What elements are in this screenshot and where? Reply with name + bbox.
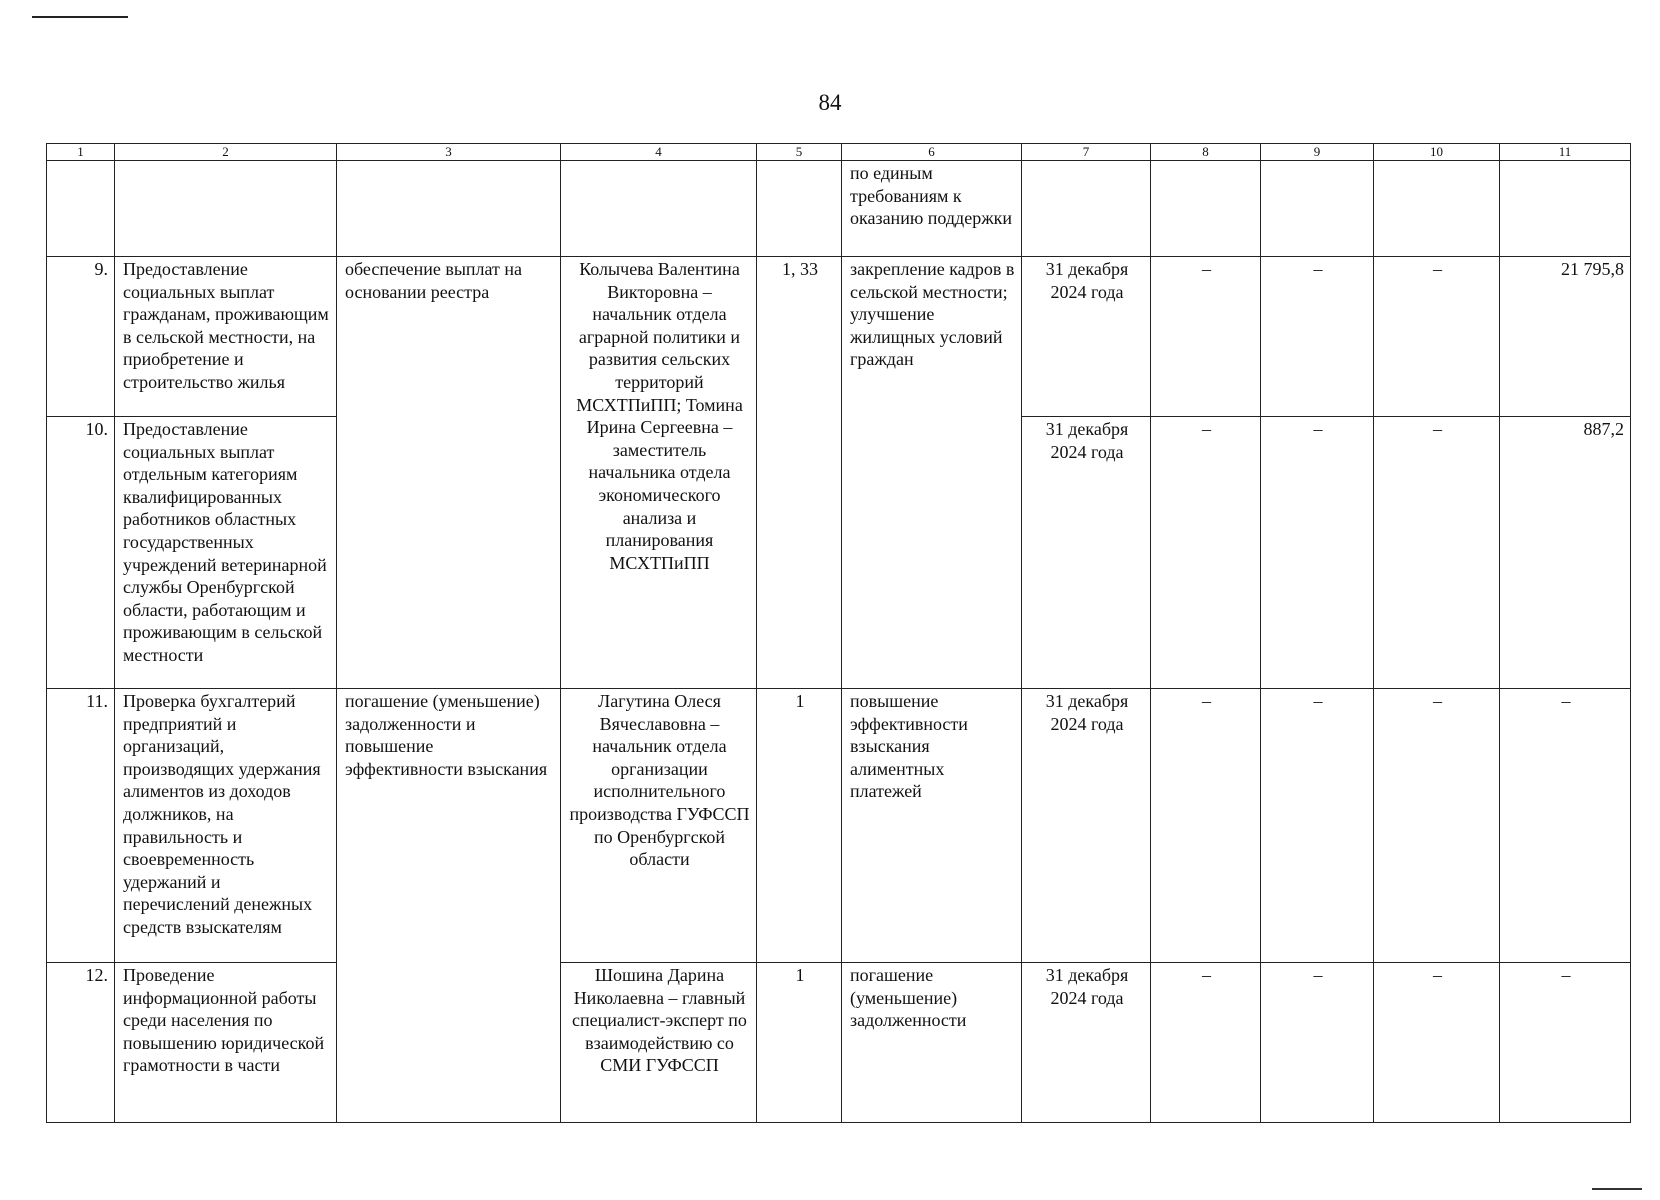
row-number: 11. [47,689,115,963]
value-col8: – [1151,689,1261,963]
page-number: 84 [818,90,842,115]
column-header-2: 2 [115,144,337,161]
value-col11: 21 795,8 [1500,257,1631,417]
indicator-link: 1, 33 [757,257,842,689]
value-col9: – [1261,689,1374,963]
responsible-person: Колычева Валентина Викторовна – начальник отдела аграрной политики и развития сельских территорий МСХТПиПП; Томина Ирина Сергеевна – заместитель начальника отдела экономического анализа и планирования МСХТПиПП [561,257,757,689]
table-row [47,257,1631,417]
row-number: 12. [47,963,115,1123]
expected-result: повышение эффективности взыскания алиментных платежей [842,689,1022,963]
row-number: 10. [47,417,115,689]
value-col9: – [1261,417,1374,689]
column-header-5: 5 [757,144,842,161]
cell-empty [337,161,561,257]
cell-empty [561,161,757,257]
value-col8: – [1151,257,1261,417]
column-header-3: 3 [337,144,561,161]
action-name: Проверка бухгалтерий предприятий и организаций, производящих удержания алиментов из доходов должников, на правильность и своевременность удержаний и перечислений денежных средств взыскателям [115,689,337,963]
scan-edge-mark [1592,1188,1642,1190]
value-col10: – [1374,417,1500,689]
column-header-9: 9 [1261,144,1374,161]
column-header-4: 4 [561,144,757,161]
action-name: Предоставление социальных выплат отдельным категориям квалифицированных работников областных государственных учреждений ветеринарной службы Оренбургской области, работающим и проживающим в сельской местности [115,417,337,689]
indicator-link: 1 [757,963,842,1123]
responsible-person: Шошина Дарина Николаевна – главный специалист-эксперт по взаимодействию со СМИ ГУФССП [561,963,757,1123]
responsible-person: Лагутина Олеся Вячеславовна – начальник отдела организации исполнительного производства ГУФССП по Оренбургской области [561,689,757,963]
column-header-10: 10 [1374,144,1500,161]
column-header-8: 8 [1151,144,1261,161]
cell-empty [757,161,842,257]
action-content: погашение (уменьшение) задолженности и повышение эффективности взыскания [337,689,561,1123]
cell-result-continued: по единым требованиям к оказанию поддержки [842,161,1022,257]
deadline: 31 декабря 2024 года [1022,689,1151,963]
expected-result: погашение (уменьшение) задолженности [842,963,1022,1123]
column-header-6: 6 [842,144,1022,161]
value-col10: – [1374,963,1500,1123]
column-header-11: 11 [1500,144,1631,161]
value-col11: – [1500,689,1631,963]
expected-result: закрепление кадров в сельской местности; улучшение жилищных условий граждан [842,257,1022,689]
column-number-row [47,144,1631,161]
scan-edge-mark [32,16,128,18]
value-col8: – [1151,963,1261,1123]
cell-empty [1022,161,1151,257]
deadline: 31 декабря 2024 года [1022,257,1151,417]
cell-empty [1261,161,1374,257]
cell-empty [115,161,337,257]
table-row-continuation [47,161,1631,257]
row-number: 9. [47,257,115,417]
deadline: 31 декабря 2024 года [1022,963,1151,1123]
action-plan-table [46,143,1631,1123]
value-col11: 887,2 [1500,417,1631,689]
column-header-7: 7 [1022,144,1151,161]
cell-empty [47,161,115,257]
indicator-link: 1 [757,689,842,963]
table-row [47,963,1631,1123]
deadline: 31 декабря 2024 года [1022,417,1151,689]
value-col11: – [1500,963,1631,1123]
value-col9: – [1261,257,1374,417]
action-name: Проведение информационной работы среди населения по повышению юридической грамотности в части [115,963,337,1123]
value-col8: – [1151,417,1261,689]
cell-empty [1374,161,1500,257]
column-header-1: 1 [47,144,115,161]
action-content: обеспечение выплат на основании реестра [337,257,561,689]
action-name: Предоставление социальных выплат гражданам, проживающим в сельской местности, на приобретение и строительство жилья [115,257,337,417]
cell-empty [1500,161,1631,257]
value-col9: – [1261,963,1374,1123]
table-row [47,689,1631,963]
cell-empty [1151,161,1261,257]
value-col10: – [1374,257,1500,417]
value-col10: – [1374,689,1500,963]
